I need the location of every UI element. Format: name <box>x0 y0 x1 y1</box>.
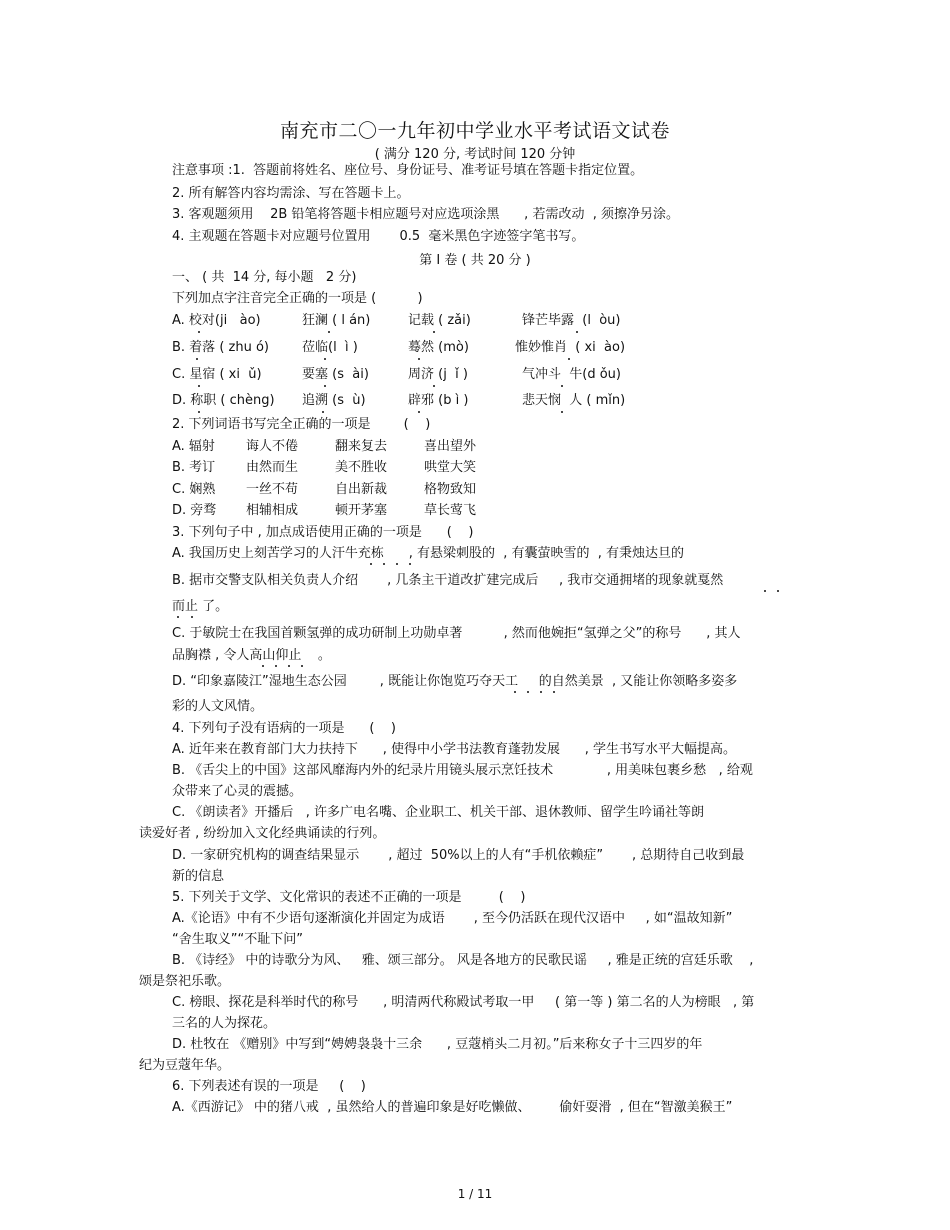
question-line: A. 近年来在教育部门大力扶持下 , 使得中小学书法教育蓬勃发展 , 学生书写水平大幅提高。 <box>172 742 737 757</box>
question-line: 纪为豆蔻年华。 <box>139 1058 231 1073</box>
note-line: 3. 客观题须用 2B 铅笔将答题卡相应题号对应选项涂黑 , 若需改动 , 须擦净另涂。 <box>172 207 679 222</box>
option-cell: 格物致知 <box>424 482 477 497</box>
emphasis-dot <box>383 563 385 565</box>
question-line: 读爱好者 , 纷纷加入文化经典诵读的行列。 <box>139 826 386 841</box>
option-cell: A. 辐射 <box>172 439 215 454</box>
question-line: 众带来了心灵的震撼。 <box>172 784 303 799</box>
emphasis-dot <box>433 385 435 387</box>
option-cell: 周济 (j ǐ ) <box>408 367 468 382</box>
question-line: C. 《朗读者》开播后 , 许多广电名嘴、企业职工、机关干部、退休教师、留学生吟诵社等朗 <box>172 805 705 820</box>
question-line: 三名的人为探花。 <box>172 1016 277 1031</box>
emphasis-dot <box>418 358 420 360</box>
option-cell: A. 校对(ji ào) <box>172 313 261 328</box>
emphasis-dot <box>561 411 563 413</box>
emphasis-dot <box>177 616 179 618</box>
option-cell: 记载 ( zǎi) <box>408 313 471 328</box>
emphasis-dot <box>514 691 516 693</box>
emphasis-dot <box>540 691 542 693</box>
option-cell: 一丝不苟 <box>246 482 299 497</box>
question-line: B. 《舌尖上的中国》这部风靡海内外的纪录片用镜头展示烹饪技术 , 用美味包裹乡愁 , 给观 <box>172 763 753 778</box>
option-cell: 辟邪 (b ì ) <box>408 393 469 408</box>
question-line: A. 我国历史上刻苦学习的人汗牛充栋 , 有悬梁刺股的 , 有囊萤映雪的 , 有秉烛达旦的 <box>172 546 685 561</box>
option-cell: 莅临(l ì ) <box>302 340 358 355</box>
option-cell: 追溯 (s ù) <box>302 393 366 408</box>
question-line: 而止 了。 <box>172 599 229 614</box>
emphasis-dot <box>328 331 330 333</box>
option-cell: 自出新裁 <box>335 482 388 497</box>
emphasis-dot <box>527 691 529 693</box>
option-cell: D. 称职 ( chèng) <box>172 393 275 408</box>
option-cell: 锋芒毕露 (l òu) <box>522 313 621 328</box>
emphasis-dot <box>561 385 563 387</box>
option-cell: 气冲斗 牛(d ǒu) <box>522 367 621 382</box>
option-cell: 狂澜 ( l án) <box>302 313 371 328</box>
option-cell: B. 考订 <box>172 460 216 475</box>
question-line: C. 于敏院士在我国首颗氢弹的成功研制上功勋卓著 , 然而他婉拒“氢弹之父”的称号 , 其人 <box>172 626 741 641</box>
emphasis-dot <box>262 665 264 667</box>
question-line: A.《西游记》 中的猪八戒 , 虽然给人的普遍印象是好吃懒做、 偷奸耍滑 , 但在“智激美猴王” <box>172 1100 733 1115</box>
question-line: 新的信息 <box>172 869 225 884</box>
emphasis-dot <box>764 590 766 592</box>
emphasis-dot <box>777 590 779 592</box>
option-cell: 要塞 (s ài) <box>302 367 369 382</box>
page-number: 1 / 11 <box>457 1187 493 1201</box>
section-heading: 第 Ⅰ 卷 ( 共 20 分 ) <box>419 253 531 268</box>
question-stem: 5. 下列关于文学、文化常识的表述不正确的一项是 ( ) <box>172 890 526 905</box>
option-cell: 草长莺飞 <box>424 503 477 518</box>
question-line: 彩的人文风情。 <box>172 699 264 714</box>
option-cell: C. 娴熟 <box>172 482 216 497</box>
option-cell: 蓦然 (mò) <box>408 340 469 355</box>
option-cell: D. 旁骛 <box>172 503 217 518</box>
emphasis-dot <box>418 411 420 413</box>
question-line: D. 杜牧在 《赠别》中写到“娉娉袅袅十三余 , 豆蔻梢头二月初。”后来称女子十三四岁的年 <box>172 1037 703 1052</box>
option-cell: 由然而生 <box>246 460 299 475</box>
emphasis-dot <box>198 331 200 333</box>
question-stem: 2. 下列词语书写完全正确的一项是 ( ) <box>172 417 431 432</box>
emphasis-dot <box>301 665 303 667</box>
option-cell: C. 星宿 ( xi ǔ) <box>172 367 262 382</box>
option-cell: 喜出望外 <box>424 439 477 454</box>
question-line: A.《论语》中有不少语句逐渐演化并固定为成语 , 至今仍活跃在现代汉语中 , 如“温故知新” <box>172 911 733 926</box>
question-stem: 下列加点字注音完全正确的一项是 ( ) <box>172 291 423 306</box>
question-line: 颂是祭祀乐歌。 <box>139 974 231 989</box>
exam-subtitle: ( 满分 120 分, 考试时间 120 分钟 <box>374 147 576 162</box>
option-cell: 顿开茅塞 <box>335 503 388 518</box>
emphasis-dot <box>324 385 326 387</box>
emphasis-dot <box>568 358 570 360</box>
emphasis-dot <box>191 616 193 618</box>
option-cell: 美不胜收 <box>335 460 388 475</box>
part-heading: 一、 ( 共 14 分, 每小题 2 分) <box>172 270 357 285</box>
question-line: D. 一家研究机构的调查结果显示 , 超过 50%以上的人有“手机依赖症” , 总期待自己收到最 <box>172 848 745 863</box>
question-stem: 4. 下列句子没有语病的一项是 ( ) <box>172 721 397 736</box>
emphasis-dot <box>198 411 200 413</box>
question-line: C. 榜眼、探花是科举时代的称号 , 明清两代称殿试考取一甲 ( 第一等 ) 第二名的人为榜眼 , 第 <box>172 995 755 1010</box>
note-line: 2. 所有解答内容均需涂、写在答题卡上。 <box>172 186 410 201</box>
emphasis-dot <box>198 385 200 387</box>
emphasis-dot <box>196 358 198 360</box>
emphasis-dot <box>396 563 398 565</box>
option-cell: 诲人不倦 <box>246 439 299 454</box>
question-line: 品胸襟 , 令人高山仰止 。 <box>172 648 331 663</box>
emphasis-dot <box>288 665 290 667</box>
question-line: “舍生取义”“不耻下问” <box>172 932 303 947</box>
emphasis-dot <box>322 411 324 413</box>
option-cell: 惟妙惟肖 ( xi ào) <box>515 340 626 355</box>
question-stem: 3. 下列句子中 , 加点成语使用正确的一项是 ( ) <box>172 525 474 540</box>
emphasis-dot <box>576 331 578 333</box>
option-cell: 悲天悯 人 ( mǐn) <box>522 393 626 408</box>
emphasis-dot <box>370 563 372 565</box>
option-cell: 翻来复去 <box>335 439 388 454</box>
note-line: 4. 主观题在答题卡对应题号位置用 0.5 毫米黑色字迹签字笔书写。 <box>172 229 585 244</box>
emphasis-dot <box>553 691 555 693</box>
emphasis-dot <box>409 563 411 565</box>
question-line: D. “印象嘉陵江”湿地生态公园 , 既能让你饱览巧夺天工 的自然美景 , 又能让你领略多姿多 <box>172 674 738 689</box>
note-line: 注意事项 :1. 答题前将姓名、座位号、身份证号、准考证号填在答题卡指定位置。 <box>172 163 644 178</box>
option-cell: 相辅相成 <box>246 503 299 518</box>
question-line: B. 据市交警支队相关负责人介绍 , 几条主干道改扩建完成后 , 我市交通拥堵的现象就戛然 <box>172 573 724 588</box>
question-stem: 6. 下列表述有误的一项是 ( ) <box>172 1079 366 1094</box>
emphasis-dot <box>275 665 277 667</box>
option-cell: B. 着落 ( zhu ó) <box>172 340 269 355</box>
emphasis-dot <box>433 331 435 333</box>
emphasis-dot <box>324 358 326 360</box>
option-cell: 哄堂大笑 <box>424 460 477 475</box>
exam-title: 南充市二〇一九年初中学业水平考试语文试卷 <box>279 120 670 142</box>
question-line: B. 《诗经》 中的诗歌分为风、 雅、颂三部分。 风是各地方的民歌民谣 , 雅是正统的宫廷乐歌 , <box>172 953 754 968</box>
